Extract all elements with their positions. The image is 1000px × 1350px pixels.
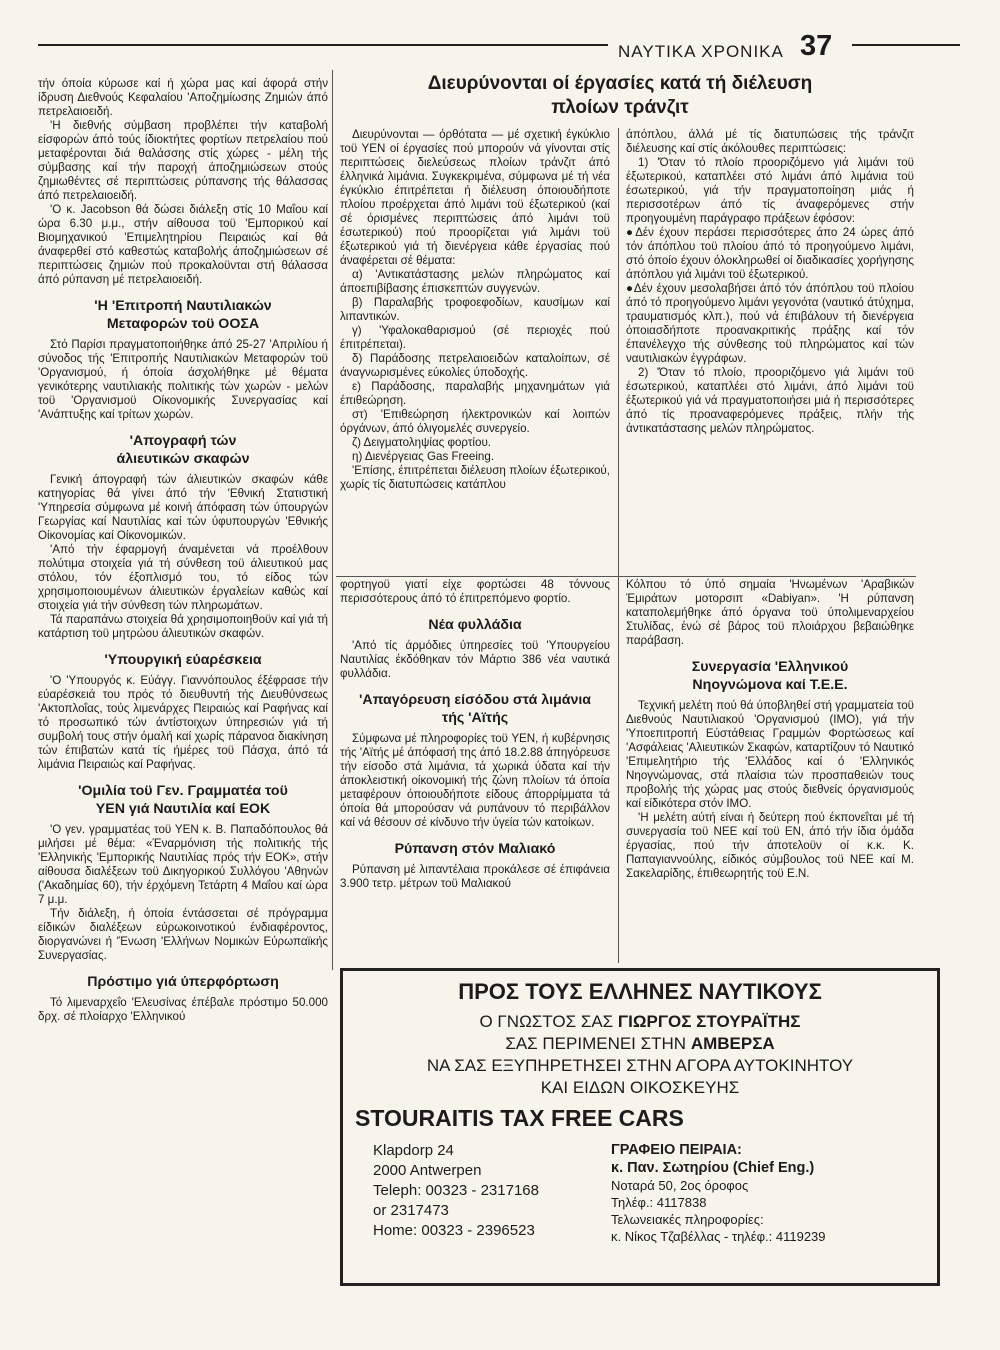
cooperation-paragraph: 'Η μελέτη αύτή είναι ή δεύτερη πού έκπονεΐται μέ τή συνεργασία τοϋ ΝΕΕ καί τοϋ ΕΝ, άπό τήν ίδια όμάδα έργασίας, πού τήν άποτελοϋν οί κ.κ. Κ. Παπαγιαννούλης, είδικός σύμβουλος τοϋ ΝΕΕ καί Μ. Σακελαρίδης, έπιθεωρητής τοϋ Ε.Ν. — [626, 811, 914, 880]
maliakos-paragraph: Ρύπανση μέ λιπαντέλαια προκάλεσε σέ έπιφάνεια 3.900 τετρ. μέτρων τοϋ Μαλιακού — [340, 863, 610, 890]
advertisement-box — [340, 968, 940, 1286]
ad-line-text: Ο ΓΝΩΣΤΟΣ ΣΑΣ — [479, 1012, 618, 1031]
list-item: α) 'Αντικατάστασης μελών πληρώματος καί άποεπιβίβασης έπισκεπτών συγγενών. — [340, 268, 610, 295]
minister-heading: 'Υπουργική εύαρέσκεια — [104, 652, 262, 668]
list-item: ζ) Δειγματοληψίας φορτίου. — [352, 436, 492, 449]
list-item: ε) Παράδοσης, παραλαβής μηχανημάτων γιά έπιθεώρηση. — [340, 380, 610, 407]
ad-person-name: ΓΙΩΡΓΟΣ ΣΤΟΥΡΑΪΤΗΣ — [617, 1012, 801, 1031]
continuation-paragraph: φορτηγοϋ γιατί είχε φορτώσει 48 τόννους περισσότερους άπό τό έπιτρεπόμενο φορτίο. — [340, 578, 610, 605]
column-divider — [618, 128, 619, 963]
list-item: στ) 'Επιθεώρηση ήλεκτρονικών καί λοιπών όργάνων, άπό όλιγομελές συνεργείο. — [340, 408, 610, 435]
ad-headline: ΠΡΟΣ ΤΟΥΣ ΕΛΛΗΝΕΣ ΝΑΥΤΙΚΟΥΣ — [458, 979, 822, 1004]
maliakos-heading: Ρύπανση στόν Μαλιακό — [394, 841, 556, 857]
bullet-item: ● Δέν έχουν μεσολαβήσει άπό τόν άπόπλου τοϋ πλοίου άπό τό προηγούμενο λιμάνι γεγονότα (ναυτικό άτύχημα, τραυματισμός κλπ.), πού νά έπιβάλουν τή διενέργεια όποιασδήποτε προανακριτικής πράξης καί τόν έπανέλεγχο τής σύνθεσης τοϋ πληρώματος καί τών ναυτιλιακών έγγράφων. — [626, 282, 914, 366]
main-article-title: Διευρύνονται οί έργασίες κατά τή διέλευση πλοίων τράνζιτ — [427, 73, 813, 118]
intro-paragraph: 'Ο κ. Jacobson θά δώσει διάλεξη στίς 10 Μαΐου καί ώρα 6.30 μ.μ., στήν αίθουσα τοϋ 'Εμπορικού καί Βιομηχανικού 'Επιμελητηρίου Πειραιώς καί θά άναφερθεί στό καθεστώς καταβολής άποζημιώσεων σέ περιπτώσεις ζημιών πού προκαλοϋνται στή θάλασσα άπό ρύπανση μέ πετρελαιοειδή. — [38, 203, 328, 286]
intro-paragraph: 'Η διεθνής σύμβαση προβλέπει τήν καταβολή είσφορών άπό τούς ίδιοκτήτες φορτίων πετρελαίου πού μεταφέρονται διά θαλάσσης στίς χώρες - μέλη τής σύμβασης καί τήν παροχή άποζημιώσεων στούς ζημιωθέντες σέ περιπτώσεις ρύπανσης τής θάλασσας άπό πετρελαιοειδή. — [38, 119, 328, 202]
main-article-left-column — [340, 128, 610, 492]
main-article-paragraph: 1) 'Όταν τό πλοίο προοριζόμενο γιά λιμάνι τοϋ έξωτερικού, καταπλέει στό λιμάνι άπό λιμάνια τοϋ έσωτερικού, γιά τήν πραγματοποίηση μιάς ή περισσοτέρων άπό τίς άναφερόμενες στήν προηγουμένη παράγραφο πράξεων έφόσον: — [626, 156, 914, 225]
main-article-paragraph: 2) 'Όταν τό πλοίο, προοριζόμενο γιά λιμάνι τοϋ έσωτερικού, καταπλέει στό λιμάνι, άπό λιμάνι τοϋ έξωτερικού γιά νά πραγματοποιήσει μιά ή περισσότερες άπό τίς προαναφερόμενες πράξεις, πλήν τής άντικατάστασης μελών πληρώματος. — [626, 366, 914, 435]
census-heading: 'Απογραφή τών άλιευτικών σκαφών — [116, 433, 250, 467]
main-article-paragraph: Διευρύνονται — όρθότατα — μέ σχετική έγκύκλιο τοϋ ΥΕΝ οί έργασίες πού μπορούν νά γίνονται στίς περιπτώσεις διελεύσεως πλοίων τράνζιτ άπό έλληνικά λιμάνια. Συγκεκριμένα, σύμφωνα μέ τή νέα έγκύκλιο έπιτρέπεται ή διέλευση όποιουδήποτε πλοίου προέρχεται άπό λιμάνι τοϋ έξωτερικού (καί σέ όρισμένες περιπτώσεις άπό λιμάνι τοϋ έσωτερικού) πού προορίζεται γιά λιμάνι τοϋ έξωτερικού γιά τή διενέργεια κάθε έργασίας πού άναφέρεται σέ θέματα: — [340, 128, 610, 267]
leaflets-paragraph: 'Από τίς άρμόδιες ύπηρεσίες τοϋ 'Υπουργείου Ναυτιλίας έκδόθηκαν τόν Μάρτιο 386 νέα ναυτικά φυλλάδια. — [340, 639, 610, 680]
census-paragraph: Γενική άπογραφή τών άλιευτικών σκαφών κάθε κατηγορίας θά γίνει άπό τήν 'Εθνική Στατιστική 'Υπηρεσία σύμφωνα μέ κοινή άπόφαση τών ύπουργών Γεωργίας καί Ναυτιλίας καί τών ύφυπουργών 'Εθνικής Οίκονομίας καί Οίκονομικών. — [38, 473, 328, 542]
ad-city: ΑΜΒΕΡΣΑ — [690, 1034, 775, 1053]
list-item: δ) Παράδοσης πετρελαιοειδών καταλοίπων, σέ άναγνωρισμένες εύκολίες ύποδοχής. — [340, 352, 610, 379]
column-right — [626, 578, 914, 881]
cooperation-paragraph: Τεχνική μελέτη πού θά ύποβληθεί στή γραμματεία τοϋ Διεθνούς Ναυτιλιακού 'Οργανισμού (ΙΜΟ), γιά τήν 'Υποεπιτροπή Εύστάθειας Γραμμών Φορτώσεως καί 'Ασφάλειας 'Αλιευτικών Σκαφών, καταρτίζουν τό Ναυτικό 'Επιμελητήριο τής 'Ελλάδος καί ό 'Ελληνικός Νηογνώμονας, στά πλαίσια τών προσπαθειών τους προβολής τής χώρας μας στούς διεθνείς όργανισμούς καί είδικότερα στόν ΙΜΟ. — [626, 699, 914, 810]
list-item: β) Παραλαβής τροφοεφοδίων, καυσίμων καί λιπαντικών. — [340, 296, 610, 323]
speech-paragraph: 'Ο γεν. γραμματέας τοϋ ΥΕΝ κ. Β. Παπαδόπουλος θά μιλήσει μέ θέμα: «Έναρμόνιση τής πολιτικής τής 'Ελληνικής 'Εμπορικής Ναυτιλίας πρός τήν ΕΟΚ», στήν αίθουσα διαλέξεων τοϋ Δικηγορικού Συλλόγου 'Αθηνών ('Ακαδημίας 60), τήν έρχόμενη Τετάρτη 4 Μαΐου καί ώρα 7 μ.μ. — [38, 823, 328, 906]
ad-office-title: ΓΡΑΦΕΙΟ ΠΕΙΡΑΙΑ: — [611, 1142, 742, 1158]
ban-paragraph: Σύμφωνα μέ πληροφορίες τοϋ ΥΕΝ, ή κυβέρνησις τής 'Αϊτής μέ άπόφασή της άπό 18.2.88 άπηγόρευσε τήν είσοδο στά λιμάνια, τά χωρικά ύδατα καί τήν άποκλειστική οίκονομική τής ζώνη πλοίων τά όποία μεταφέρουν όποιουδήποτε είδους άπορρίμματα τά όποία θά μπορούσαν νά ρυπάνουν τό περιβάλλον καί νά θέσουν σέ κίνδυνο τήν ύγεία τών κατοίκων. — [340, 732, 610, 829]
main-article-right-column — [626, 128, 914, 436]
ad-line-text: ΣΑΣ ΠΕΡΙΜΕΝΕΙ ΣΤΗΝ — [505, 1034, 691, 1053]
list-item: γ) 'Υφαλοκαθαρισμού (σέ περιοχές πού έπιτρέπεται). — [340, 324, 610, 351]
ad-office-lines: Νοταρά 50, 2ος όροφος Τηλέφ.: 4117838 Τελωνειακές πληροφορίες: κ. Νίκος Τζαβέλλας - τηλέφ.: 4119239 — [611, 1178, 826, 1244]
ad-office — [611, 1141, 826, 1245]
intro-paragraph: τήν όποία κύρωσε καί ή χώρα μας καί άφορά στήν ίδρυση Διεθνούς Κεφαλαίου 'Αποζημίωσης Ζημιών άπό πετρελαιοειδή. — [38, 77, 328, 118]
ban-heading: 'Απαγόρευση είσόδου στά λιμάνια τής 'Αϊτής — [358, 692, 592, 726]
ad-brand: STOURAITIS TAX FREE CARS — [355, 1105, 684, 1131]
oosa-heading: 'Η 'Επιτροπή Ναυτιλιακών Μεταφορών τοϋ ΟΟΣΑ — [94, 298, 272, 332]
census-paragraph: 'Από τήν έφαρμογή άναμένεται νά προέλθουν πολύτιμα στοιχεία γιά τή σύνθεση τοϋ άλιευτικού μας στόλου, τόν έξοπλισμό του, τό είδος τών χρησιμοποιουμένων άλιευτικών έργαλείων καθώς καί στοιχεία γιά τήν σύνθεση τών πληρωμάτων. — [38, 543, 328, 612]
speech-paragraph: Τήν διάλεξη, ή όποία έντάσσεται σέ πρόγραμμα είδικών διαλέξεων εύρωκοινοτικού ένδιαφέροντος, διοργανώνει ή 'Ένωση 'Ελλήνων Νομικών Εύρωπαϊκής Συνεργασίας. — [38, 907, 328, 962]
column-left — [38, 77, 328, 1024]
ad-line — [343, 1033, 937, 1055]
ad-office-name: κ. Παν. Σωτηρίου (Chief Eng.) — [611, 1160, 815, 1176]
page-number: 37 — [800, 30, 833, 62]
main-article-paragraph: άπόπλου, άλλά μέ τίς διατυπώσεις τής τράνζιτ διέλευσης καί στίς άκόλουθες περιπτώσεις: — [626, 128, 914, 155]
fine-paragraph: Τό λιμεναρχεΐο 'Ελευσίνας έπέβαλε πρόστιμο 50.000 δρχ. σέ πλοίαρχο 'Ελληνικού — [38, 996, 328, 1023]
leaflets-heading: Νέα φυλλάδια — [428, 617, 522, 633]
oosa-paragraph: Στό Παρίσι πραγματοποιήθηκε άπό 25-27 'Απριλίου ή σύνοδος τής 'Επιτροπής Ναυτιλιακών Μεταφορών τοϋ 'Οργανισμού, ή όποία άσχολήθηκε μέ θέματα γενικότερης ναυτιλιακής πολιτικής τών χωρών - μελών τοϋ 'Οργανισμοϋ Οίκονομικής Συνεργασίας καί 'Ανάπτυξης καί τρίτων χωρών. — [38, 338, 328, 421]
ad-line: ΝΑ ΣΑΣ ΕΞΥΠΗΡΕΤΗΣΕΙ ΣΤΗΝ ΑΓΟΡΑ ΑΥΤΟΚΙΝΗΤΟΥ — [426, 1056, 854, 1075]
list-item: 'Επίσης, έπιτρέπεται διέλευση πλοίων έξωτερικού, χωρίς τίς διατυπώσεις κατάπλου — [340, 464, 610, 491]
section-divider — [336, 576, 916, 577]
ad-address: Klapdorp 24 2000 Antwerpen Teleph: 00323 - 2317168 or 2317473 Home: 00323 - 2396523 — [373, 1142, 539, 1239]
continuation-paragraph: Κόλπου τό ύπό σημαία 'Ηνωμένων 'Αραβικών Έμιράτων μοτορσιπ «Dabiyan». 'Η ρύπανση καταπολεμήθηκε άπό όργανα τοϋ ύπολιμεναρχείου Στυλίδας, ένώ σέ βάρος τοϋ πλοιάρχου βεβαιώθηκε παράβαση. — [626, 578, 914, 647]
list-item: η) Διενέργειας Gas Freeing. — [352, 450, 495, 463]
magazine-name: ΝΑΥΤΙΚΑ ΧΡΟΝΙΚΑ — [618, 42, 784, 61]
header-rule-right — [852, 44, 960, 46]
column-divider — [332, 70, 333, 970]
header-rule-left — [38, 44, 608, 46]
column-middle — [340, 578, 610, 891]
census-paragraph: Τά παραπάνω στοιχεία θά χρησιμοποιηθοϋν καί γιά τή κατάρτιση τοϋ μητρώου άλιευτικών σκαφών. — [38, 613, 328, 640]
bullet-item: ● Δέν έχουν περάσει περισσότερες άπο 24 ώρες άπό τόν άπόπλου τοϋ πλοίου άπό τό προηγούμενο λιμάνι, στό όποίο έχουν όλοκληρωθεί οί διαδικασίες χορήγησης άπόπλου γιά λιμάνι τοϋ έξωτερικού. — [626, 226, 914, 282]
speech-heading: 'Ομιλία τοϋ Γεν. Γραμματέα τοϋ ΥΕΝ γιά Ναυτιλία καί ΕΟΚ — [78, 783, 288, 817]
fine-heading: Πρόστιμο γιά ύπερφόρτωση — [87, 974, 279, 990]
ad-line — [343, 1011, 937, 1033]
minister-paragraph: 'Ο 'Υπουργός κ. Εύάγγ. Γιαννόπουλος έξέφρασε τήν εύαρέσκειά του πρός τό διευθυντή τής Διευθύνσεως 'Ακτοπλοΐας, τούς λιμενάρχες Πειραιώς καί Ραφήνας καί τό προσωπικό τών άντίστοιχων ύπηρεσιών γιά τή συμβολή τους στήν όμαλή καί χωρίς πάρανοα διακίνηση τών έπιβατών κατά τίς ήμέρες τοϋ Πάσχα, άπό τά λιμάνια Πειραιώς καί Ραφήνας. — [38, 674, 328, 771]
cooperation-heading: Συνεργασία 'Ελληνικού Νηογνώμονα καί Τ.Ε.Ε. — [691, 659, 849, 693]
ad-line: ΚΑΙ ΕΙΔΩΝ ΟΙΚΟΣΚΕΥΗΣ — [540, 1078, 740, 1097]
